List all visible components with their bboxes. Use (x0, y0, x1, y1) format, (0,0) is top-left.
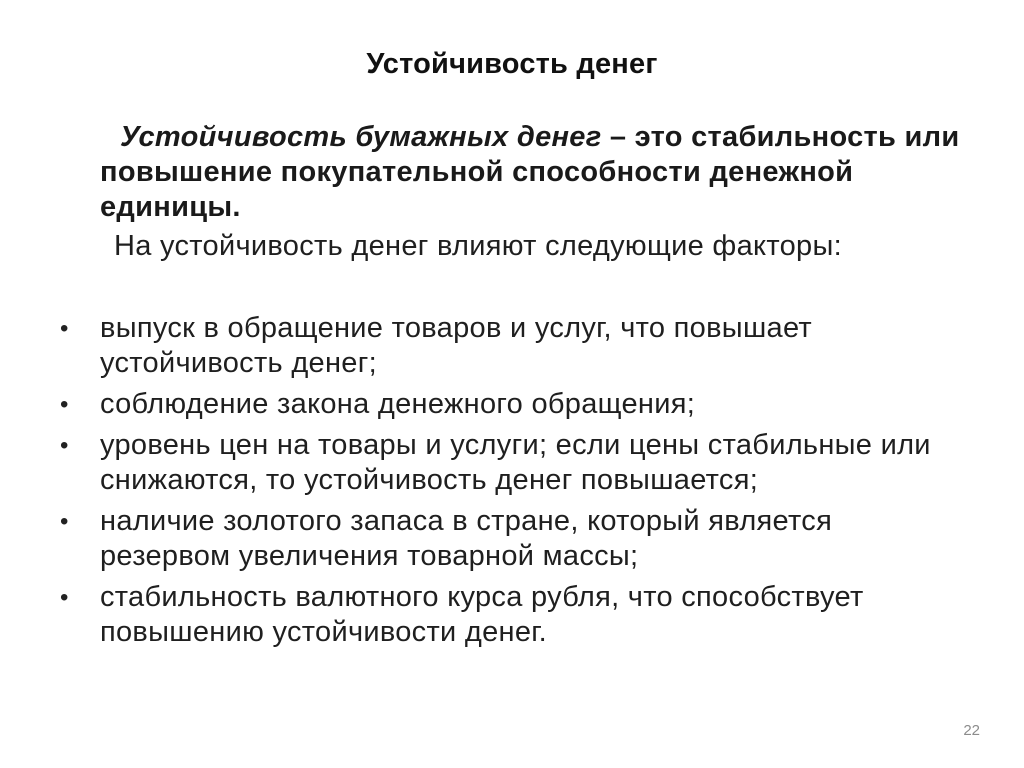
list-item-text: стабильность валютного курса рубля, что способствует повышению устойчивости денег. (100, 581, 864, 648)
list-item (0, 580, 960, 650)
list-item-text: соблюдение закона денежного обращения; (100, 388, 696, 420)
definition-text: – это стабильность или повышение покупательной способности денежной единицы. (100, 121, 960, 223)
list-item-text: уровень цен на товары и услуги; если цены стабильные или снижаются, то устойчивость денег повышается; (100, 429, 931, 496)
definition-term: Устойчивость бумажных денег (120, 121, 602, 153)
list-item (0, 387, 960, 422)
list-item (0, 504, 960, 574)
bullet-icon: • (60, 391, 69, 418)
bullet-icon: • (60, 508, 69, 535)
list-item (0, 311, 960, 381)
list-item-text: выпуск в обращение товаров и услуг, что повышает устойчивость денег; (100, 312, 812, 379)
definition-paragraph (100, 120, 960, 225)
bullet-icon: • (60, 315, 69, 342)
bullet-icon: • (60, 584, 69, 611)
factors-intro (100, 228, 960, 264)
bullet-icon: • (60, 432, 69, 459)
list-item (0, 428, 960, 498)
factors-list (0, 311, 1024, 656)
list-item-text: наличие золотого запаса в стране, который является резервом увеличения товарной массы; (100, 505, 833, 572)
slide-title: Устойчивость денег (366, 48, 658, 80)
slide-number: 22 (963, 722, 980, 739)
factors-intro-text: На устойчивость денег влияют следующие факторы: (114, 230, 842, 262)
